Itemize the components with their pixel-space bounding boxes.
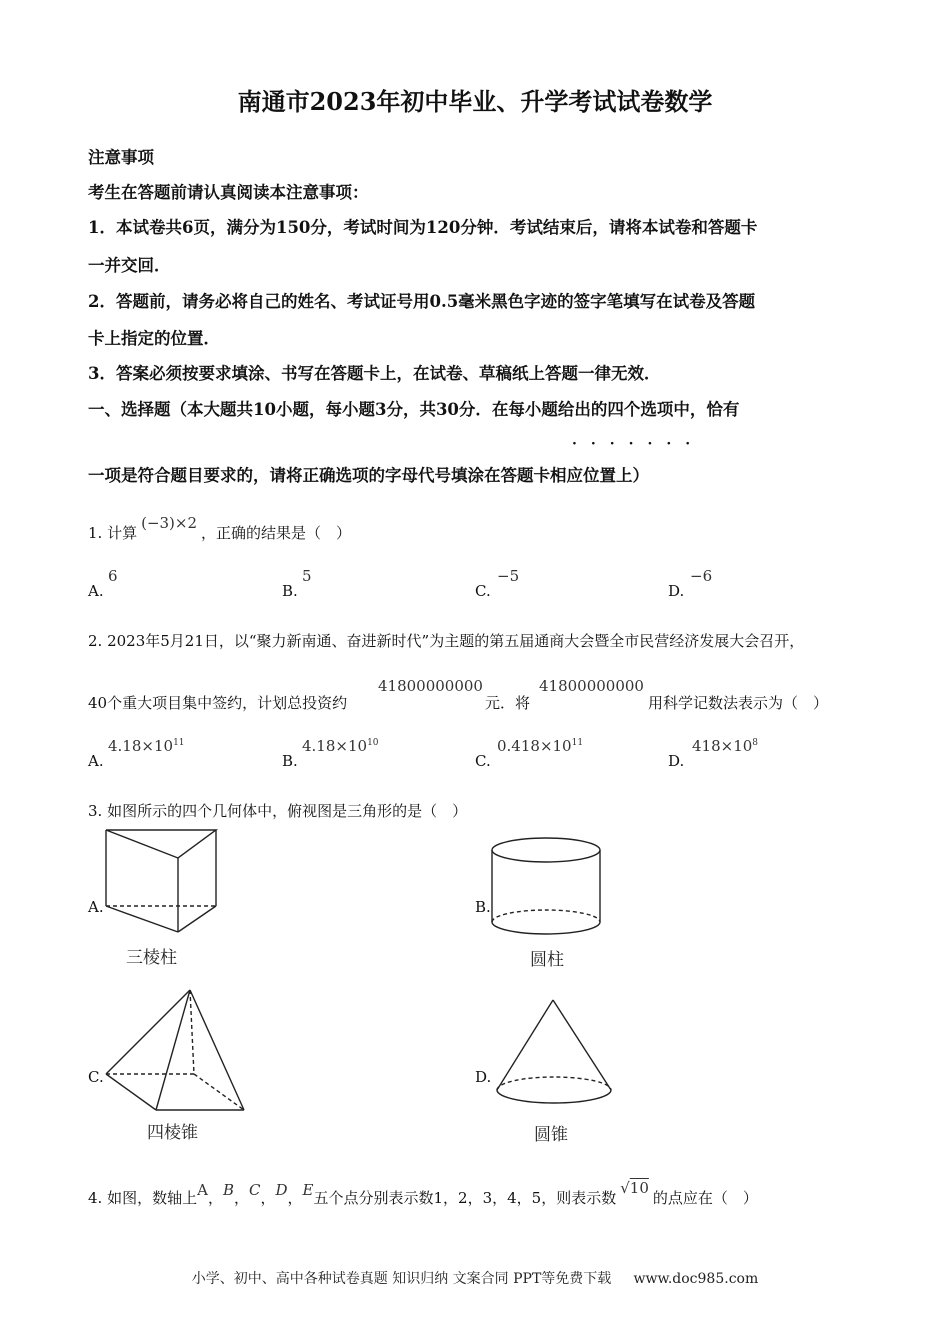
q4-point-d: D <box>275 1181 288 1199</box>
notice-intro: 考生在答题前请认真阅读本注意事项： <box>88 183 369 202</box>
q1-stem <box>88 514 352 543</box>
page-title: 南通市2023年初中毕业、升学考试试卷数学 <box>237 87 713 116</box>
q2-line2c: 用科学记数法表示为（ ） <box>648 694 829 712</box>
q4-point-c: C <box>249 1181 261 1199</box>
footer <box>0 1268 950 1288</box>
q4-stem: 4. 如图，数轴上A，B，C，D，E五个点分别表示数1，2，3，4，5，则表示数√10的点应在（ ） <box>88 1179 758 1207</box>
q4-point-b: B <box>222 1181 234 1199</box>
q1-suffix: ，正确的结果是（ ） <box>201 524 352 542</box>
q1-option-b-label: B. <box>282 582 298 600</box>
notice-item-1-line2: 一并交回． <box>88 256 171 275</box>
emphasis-dots: ······· <box>572 436 705 452</box>
q2-option-d-value: $418\times 10^8$ <box>692 737 759 755</box>
q1-prefix: 1. 计算 <box>88 524 138 542</box>
q3-option-c-caption: 四棱锥 <box>147 1123 198 1143</box>
q2-option-c-value: $0.418\times 10^{11}$ <box>497 737 584 755</box>
q1-option-d-value: −6 <box>690 567 713 585</box>
q1-option-c-value: −5 <box>497 567 520 585</box>
q3-option-c-label: C. <box>88 1068 104 1086</box>
q2-line2a: 40个重大项目集中签约，计划总投资约 <box>88 694 348 712</box>
q1-option-b-value: 5 <box>302 567 312 585</box>
q3-option-d-caption: 圆锥 <box>534 1125 568 1145</box>
notice-item-2-line1: 2．答题前，请务必将自己的姓名、考试证号用0.5毫米黑色字迹的签字笔填写在试卷及答题 <box>88 292 756 311</box>
section-heading-line2: 一项是符合题目要求的，请将正确选项的字母代号填涂在答题卡相应位置上） <box>88 466 649 485</box>
cylinder-figure <box>490 836 610 940</box>
q4-sqrt: √10 <box>620 1179 649 1197</box>
notice-item-2-line2: 卡上指定的位置． <box>88 329 220 348</box>
footer-site[interactable]: www.doc985.com <box>633 1271 759 1287</box>
q1-option-a-label: A. <box>88 582 104 600</box>
q4-suffix: 的点应在（ ） <box>652 1189 758 1207</box>
q1-option-d-label: D. <box>668 582 685 600</box>
q2-option-b-label: B. <box>282 752 298 770</box>
q4-middle: 五个点分别表示数1，2，3，4，5，则表示数 <box>313 1189 617 1207</box>
q2-option-a-value: $4.18\times 10^{11}$ <box>108 737 185 755</box>
q4-point-e: E <box>302 1181 314 1199</box>
q4-prefix: 4. 如图，数轴上 <box>88 1189 198 1207</box>
square-pyramid-figure <box>104 986 249 1114</box>
q3-option-b-caption: 圆柱 <box>530 950 564 970</box>
notice-heading: 注意事项 <box>88 148 154 167</box>
q3-option-a-caption: 三棱柱 <box>126 948 177 968</box>
q2-line1: 2. 2023年5月21日，以“聚力新南通、奋进新时代”为主题的第五届通商大会暨全市民营经济发展大会召开， <box>88 632 805 650</box>
q1-expression: (−3)×2 <box>141 514 198 532</box>
q3-option-b-label: B. <box>475 898 491 916</box>
q1-option-c-label: C. <box>475 582 491 600</box>
q2-number-2: 41800000000 <box>539 677 644 695</box>
notice-item-1-line1: 1．本试卷共6页，满分为150分，考试时间为120分钟．考试结束后，请将本试卷和答题卡 <box>88 218 758 237</box>
q2-line2b: 元．将 <box>485 694 531 712</box>
q2-option-b-value: $4.18\times 10^{10}$ <box>302 737 379 755</box>
q2-option-a-label: A. <box>88 752 104 770</box>
footer-text: 小学、初中、高中各种试卷真题 知识归纳 文案合同 PPT等免费下载 <box>191 1271 612 1287</box>
notice-item-3: 3．答案必须按要求填涂、书写在答题卡上，在试卷、草稿纸上答题一律无效． <box>88 364 661 383</box>
q3-option-a-label: A. <box>88 898 104 916</box>
q4-point-a: A <box>197 1181 208 1199</box>
q2-number-1: 41800000000 <box>378 677 483 695</box>
q1-option-a-value: 6 <box>108 567 118 585</box>
q2-option-d-label: D. <box>668 752 685 770</box>
triangular-prism-figure <box>100 826 225 936</box>
q3-option-d-label: D. <box>475 1068 492 1086</box>
q2-option-c-label: C. <box>475 752 491 770</box>
section-heading-line1: 一、选择题（本大题共10小题，每小题3分，共30分．在每小题给出的四个选项中，恰有 <box>88 400 740 419</box>
q3-stem: 3. 如图所示的四个几何体中，俯视图是三角形的是（ ） <box>88 802 468 820</box>
cone-figure <box>494 998 616 1110</box>
